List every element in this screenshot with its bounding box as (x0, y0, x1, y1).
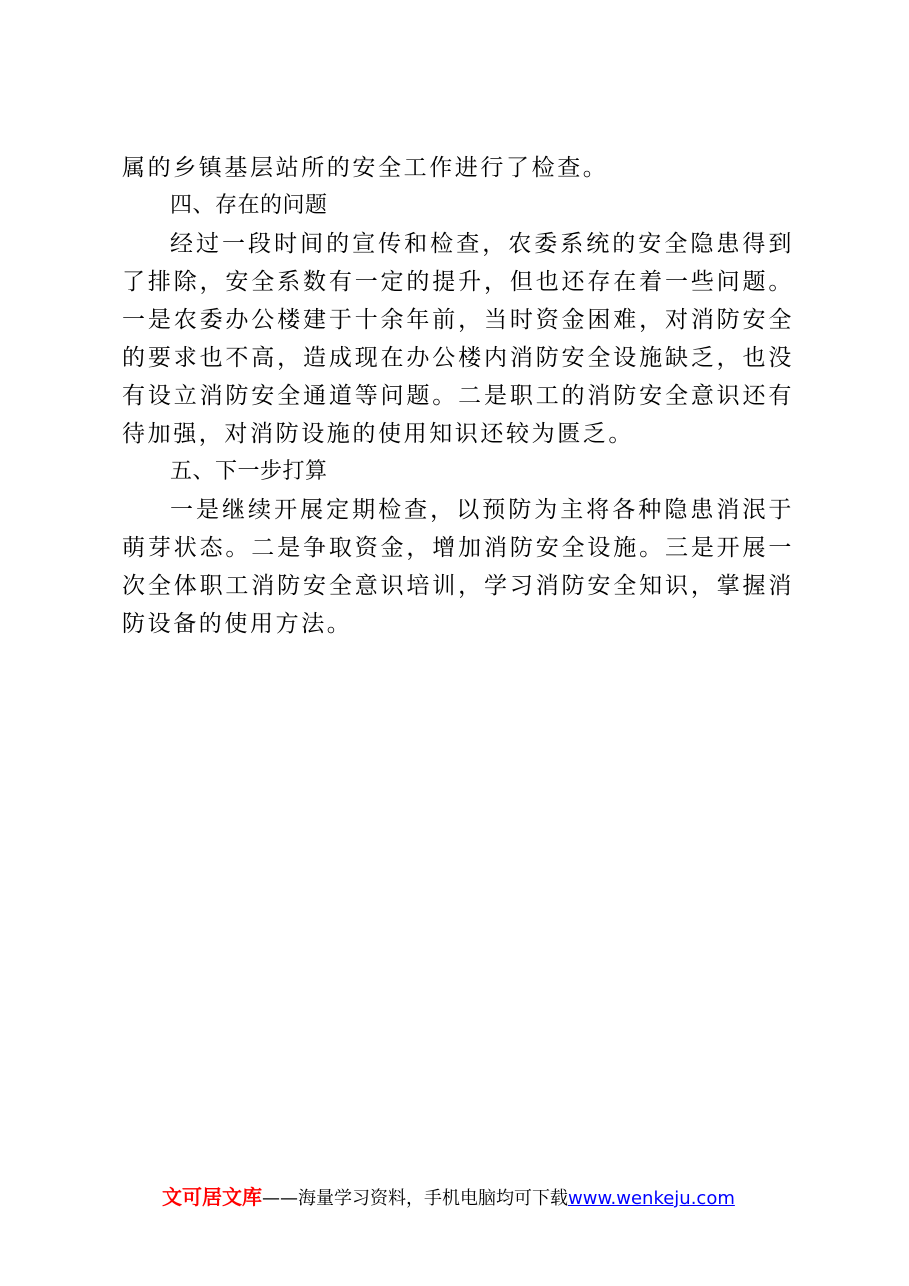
section-heading-problems: 四、存在的问题 (170, 193, 328, 218)
footer-tagline: ——海量学习资料，手机电脑均可下载 (262, 1188, 568, 1209)
paragraph-continued: 属的乡镇基层站所的安全工作进行了检查。 (122, 155, 609, 181)
paragraph-problems: 经过一段时间的宣传和检查，农委系统的安全隐患得到了排除，安全系数有一定的提升，但也还存在着一些问题。一是农委办公楼建于十余年前，当时资金困难，对消防安全的要求也不高，造成现在办公楼内消防安全设施缺乏，也没有设立消防安全通道等问题。二是职工的消防安全意识还有待加强，对消防设施的使用知识还较为匮乏。 (122, 231, 794, 447)
section-heading-next-steps: 五、下一步打算 (170, 459, 328, 484)
footer-brand: 文可居文库 (162, 1185, 262, 1209)
footer-link[interactable]: www.wenkeju.com (568, 1188, 735, 1209)
footer-banner (162, 1183, 802, 1213)
document-body (122, 149, 794, 643)
paragraph-next-steps: 一是继续开展定期检查，以预防为主将各种隐患消泯于萌芽状态。二是争取资金，增加消防安全设施。三是开展一次全体职工消防安全意识培训，学习消防安全知识，掌握消防设备的使用方法。 (122, 497, 794, 637)
